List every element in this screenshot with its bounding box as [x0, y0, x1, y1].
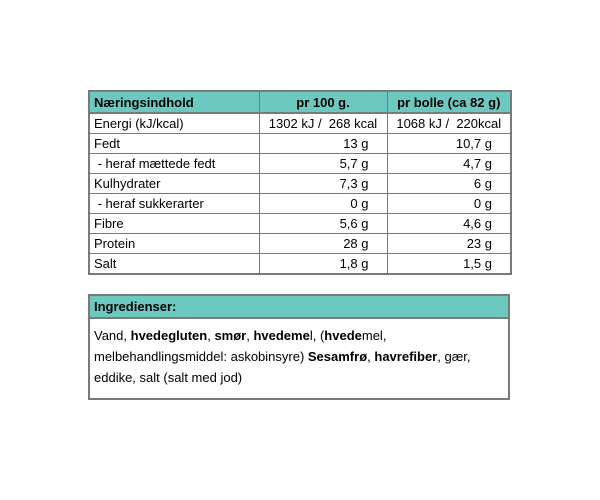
- table-row: [89, 254, 511, 275]
- value-per-100g: 5,7 g: [259, 154, 387, 174]
- header-per-bun: pr bolle (ca 82 g): [387, 91, 511, 113]
- table-row: [89, 174, 511, 194]
- ingredient-text: l, (: [309, 328, 325, 343]
- table-row: [89, 113, 511, 134]
- ingredient-allergen: hvede: [324, 328, 362, 343]
- table-row: [89, 214, 511, 234]
- value-per-bun: 0 g: [387, 194, 511, 214]
- ingredients-text: [90, 319, 508, 398]
- header-nutrient: Næringsindhold: [89, 91, 259, 113]
- ingredient-text: Vand,: [94, 328, 131, 343]
- value-per-bun: 4,7 g: [387, 154, 511, 174]
- nutrient-label: Fibre: [89, 214, 259, 234]
- ingredient-text: ,: [207, 328, 215, 343]
- value-per-100g: 1302 kJ / 268 kcal: [259, 113, 387, 134]
- ingredient-allergen: hvedegluten: [130, 328, 208, 343]
- ingredient-text: ,: [246, 328, 254, 343]
- value-per-100g: 0 g: [259, 194, 387, 214]
- ingredient-text: ,: [367, 349, 375, 364]
- nutrient-label: Kulhydrater: [89, 174, 259, 194]
- ingredient-allergen: smør: [214, 328, 247, 343]
- table-row: [89, 134, 511, 154]
- nutrition-table: [88, 90, 512, 275]
- value-per-bun: 6 g: [387, 174, 511, 194]
- table-row: [89, 194, 511, 214]
- ingredient-allergen: havrefiber: [374, 349, 438, 364]
- value-per-100g: 1,8 g: [259, 254, 387, 275]
- value-per-100g: 13 g: [259, 134, 387, 154]
- value-per-bun: 1068 kJ / 220kcal: [387, 113, 511, 134]
- ingredient-allergen: Sesamfrø: [307, 349, 368, 364]
- ingredient-text: mel, melbehandlingsmiddel: askobinsyre): [94, 328, 387, 364]
- header-per-100g: pr 100 g.: [259, 91, 387, 113]
- nutrient-label: - heraf sukkerarter: [89, 194, 259, 214]
- value-per-100g: 7,3 g: [259, 174, 387, 194]
- nutrition-header-row: [89, 91, 511, 113]
- value-per-bun: 23 g: [387, 234, 511, 254]
- value-per-bun: 4,6 g: [387, 214, 511, 234]
- ingredient-text: , gær, eddike, salt (salt med jod): [94, 349, 471, 385]
- value-per-100g: 28 g: [259, 234, 387, 254]
- ingredients-title: Ingredienser:: [90, 296, 508, 319]
- ingredient-allergen: hvedeme: [253, 328, 310, 343]
- value-per-bun: 1,5 g: [387, 254, 511, 275]
- nutrient-label: Fedt: [89, 134, 259, 154]
- table-row: [89, 154, 511, 174]
- ingredients-box: [88, 294, 510, 400]
- nutrient-label: Salt: [89, 254, 259, 275]
- nutrient-label: - heraf mættede fedt: [89, 154, 259, 174]
- value-per-100g: 5,6 g: [259, 214, 387, 234]
- nutrient-label: Protein: [89, 234, 259, 254]
- table-row: [89, 234, 511, 254]
- value-per-bun: 10,7 g: [387, 134, 511, 154]
- nutrient-label: Energi (kJ/kcal): [89, 113, 259, 134]
